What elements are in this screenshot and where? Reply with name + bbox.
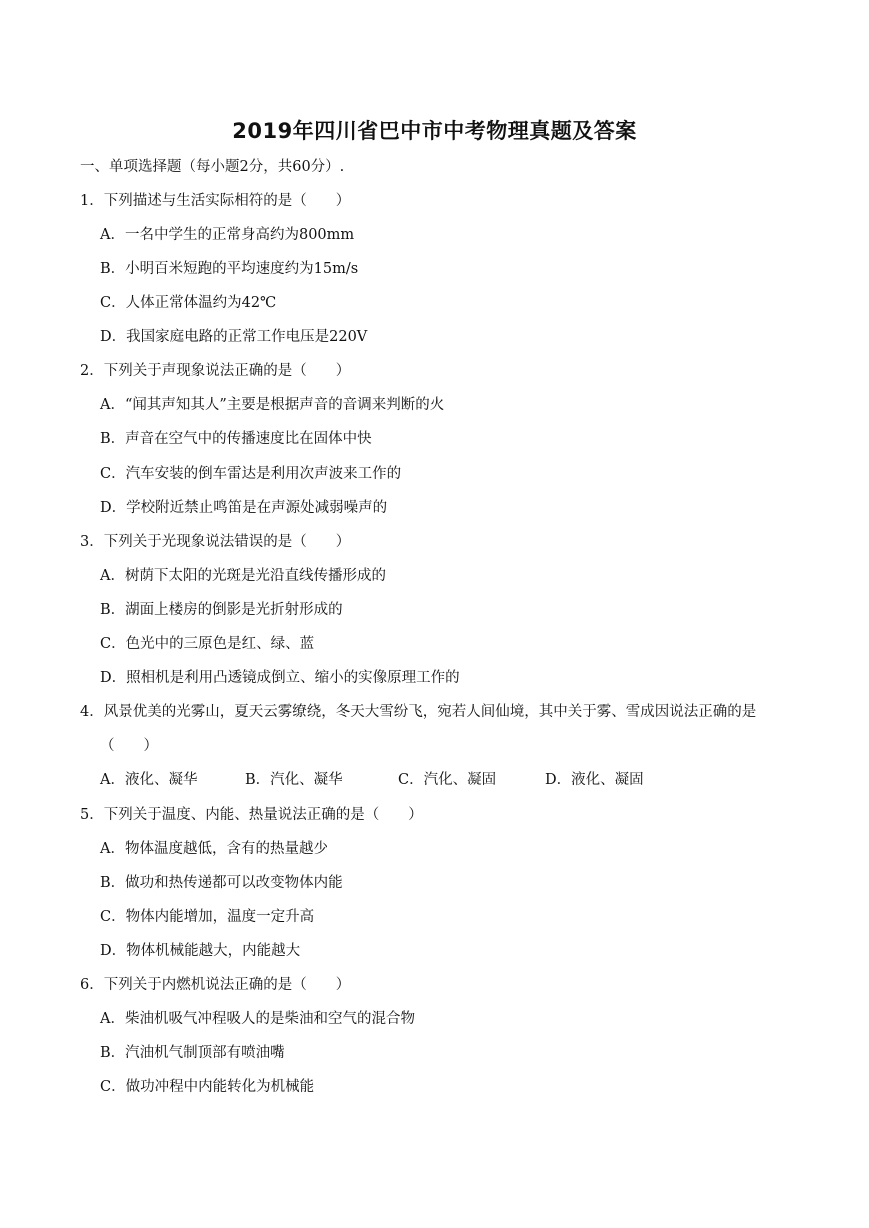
question-4-options-row — [100, 770, 800, 790]
question-6-stem: 6．下列关于内燃机说法正确的是（ ） — [80, 977, 351, 993]
question-5-option-c: C．物体内能增加，温度一定升高 — [100, 909, 315, 925]
question-4-option-a: A．液化、凝华 — [100, 772, 198, 788]
question-6-option-a: A．柴油机吸气冲程吸人的是柴油和空气的混合物 — [100, 1011, 415, 1027]
question-6-option-b: B．汽油机气制顶部有喷油嘴 — [100, 1045, 285, 1061]
page-title: 2019年四川省巴中市中考物理真题及答案 — [232, 119, 637, 143]
question-2-option-b: B．声音在空气中的传播速度比在固体中快 — [100, 431, 372, 447]
question-4-stem: 4．风景优美的光雾山，夏天云雾缭绕，冬天大雪纷飞，宛若人间仙境，其中关于雾、雪成因说法正确的是 — [80, 704, 757, 720]
question-1-option-a: A．一名中学生的正常身高约为800mm — [100, 227, 355, 243]
section-heading: 一、单项选择题（每小题2分，共60分）. — [80, 159, 345, 175]
question-5-option-b: B．做功和热传递都可以改变物体内能 — [100, 875, 343, 891]
question-2-option-d: D．学校附近禁止鸣笛是在声源处减弱噪声的 — [100, 500, 388, 516]
question-3-option-a: A．树荫下太阳的光斑是光沿直线传播形成的 — [100, 568, 386, 584]
question-3-stem: 3．下列关于光现象说法错误的是（ ） — [80, 534, 351, 550]
question-3-option-c: C．色光中的三原色是红、绿、蓝 — [100, 636, 315, 652]
question-4-option-c: C．汽化、凝固 — [398, 772, 497, 788]
question-3-option-b: B．湖面上楼房的倒影是光折射形成的 — [100, 602, 343, 618]
question-5-option-d: D．物体机械能越大，内能越大 — [100, 943, 301, 959]
question-4-option-d: D．液化、凝固 — [545, 772, 644, 788]
question-5-option-a: A．物体温度越低，含有的热量越少 — [100, 841, 328, 857]
question-6-option-c: C．做功冲程中内能转化为机械能 — [100, 1079, 315, 1095]
question-1-option-b: B．小明百米短跑的平均速度约为15m/s — [100, 261, 359, 277]
question-2-option-a: A．“闻其声知其人”主要是根据声音的音调来判断的火 — [100, 397, 445, 413]
question-2-stem: 2．下列关于声现象说法正确的是（ ） — [80, 363, 351, 379]
question-1-option-d: D．我国家庭电路的正常工作电压是220V — [100, 329, 368, 345]
question-4-stem-continuation: （ ） — [100, 738, 158, 754]
question-1-option-c: C．人体正常体温约为42℃ — [100, 295, 277, 311]
question-2-option-c: C．汽车安装的倒车雷达是利用次声波来工作的 — [100, 466, 402, 482]
question-3-option-d: D．照相机是利用凸透镜成倒立、缩小的实像原理工作的 — [100, 670, 460, 686]
question-1-stem: 1．下列描述与生活实际相符的是（ ） — [80, 193, 351, 209]
question-4-option-b: B．汽化、凝华 — [245, 772, 343, 788]
question-5-stem: 5．下列关于温度、内能、热量说法正确的是（ ） — [80, 807, 423, 823]
